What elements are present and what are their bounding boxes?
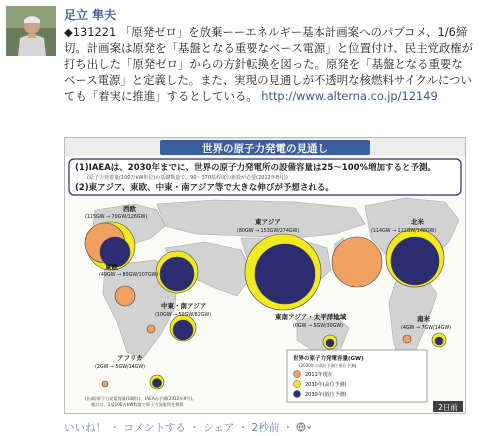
region-label-southeast-asia: 東南アジア・太平洋地域 (275, 313, 347, 321)
region-values-south-america: (4GW → 7GW/14GW) (401, 326, 452, 331)
time-badge: 2日前 (438, 403, 458, 412)
author-avatar[interactable] (6, 6, 56, 56)
figure-title: 世界の原子力発電の見通し (202, 143, 328, 155)
figure-source: (出典)原子力発電容量(GW)は、IAEAの予測(2012年9月)。 (85, 396, 197, 401)
avatar-photo (6, 6, 56, 56)
bubble-southeast-asia (323, 335, 337, 349)
separator-4: ・ (282, 422, 294, 434)
world-nuclear-outlook-figure (65, 138, 465, 413)
point-1: (1)IAEAは、2030年までに、世界の原子力発電所の設備容量は25～100%増加すると予測。 (75, 163, 437, 173)
region-label-east-asia: 東アジア (255, 218, 281, 226)
region-label-south-america: 南米 (417, 315, 430, 323)
legend-item-high: 2030年(高位予測) (305, 382, 347, 388)
region-label-north-america: 北米 (411, 218, 424, 226)
separator-3: ・ (237, 422, 249, 434)
region-label-africa: アフリカ (117, 354, 143, 362)
attached-image[interactable] (64, 137, 466, 414)
region-label-west-europe: 西欧 (123, 205, 136, 213)
region-values-east-asia: (80GW → 153GW/274GW) (237, 229, 300, 234)
chevron-down-icon (307, 426, 311, 429)
region-values-southeast-asia: (0GW → 5GW/30GW) (293, 324, 344, 329)
legend-item-2011: 2011年現在 (305, 372, 333, 378)
region-values-north-america: (114GW → 111GW/148GW) (371, 229, 437, 234)
post-message-text: ◆131221 「原発ゼロ」を放棄ーーエネルギー基本計画案へのパブコメ、1/6締切。計画案は原発を「基盤となる重要なベース電源」と位置付け、民主党政権が打ち出した「原発ゼロ」からの方針転換を図った。原発を「基盤となる重要なベース電源」と定義した。また、実現の見通しが不透明な核燃料サイクルについても「着実に推進」するとしている。 (64, 25, 474, 103)
separator-2: ・ (189, 422, 200, 434)
bubble-east-asia (245, 234, 321, 310)
figure-source-2: 集計は、1基100万kW程度で原子力発電所を換算 (91, 402, 184, 407)
author-name[interactable]: 足立 隼夫 (64, 8, 117, 22)
region-values-middle-east: (10GW → 50GW/82GW) (155, 313, 212, 318)
post-actions (64, 420, 312, 435)
region-label-middle-east: 中東・南アジア (161, 302, 207, 310)
legend-swatch-high (294, 381, 301, 388)
like-link[interactable]: いいね！ (64, 422, 106, 434)
post-message (64, 24, 474, 104)
region-values-west-europe: (115GW → 70GW/126GW) (85, 215, 148, 220)
comment-link[interactable]: コメントする (123, 422, 186, 434)
point-2: (2)東アジア、東欧、中東・南アジア等で大きな伸びが予想される。 (75, 183, 334, 193)
legend-title: 世界の原子力発電容量(GW) (293, 356, 364, 362)
region-label-east-europe: 東欧 (105, 263, 118, 271)
post-time[interactable]: 2秒前 (251, 422, 280, 434)
legend (287, 350, 427, 402)
post-link[interactable]: http://www.alterna.co.jp/12149 (261, 89, 438, 103)
legend-note: (2030年の高位予測と低位予測) (299, 363, 357, 368)
point-1-sub: (原子力発電量(100万kW単位)の基礎数量で、90～370基程度の新設が必要(2012年8月)) (87, 175, 288, 181)
share-link[interactable]: シェア (203, 422, 235, 434)
legend-item-low: 2030年(低位予測) (305, 392, 347, 398)
legend-swatch-2011 (294, 371, 301, 378)
region-values-east-europe: (49GW → 80GW/107GW) (99, 273, 159, 278)
privacy-globe-icon[interactable] (296, 422, 312, 434)
bubble-africa (102, 375, 164, 389)
separator-1: ・ (109, 422, 120, 434)
region-values-africa: (2GW → 5GW/14GW) (95, 365, 146, 370)
legend-swatch-low (294, 391, 301, 398)
